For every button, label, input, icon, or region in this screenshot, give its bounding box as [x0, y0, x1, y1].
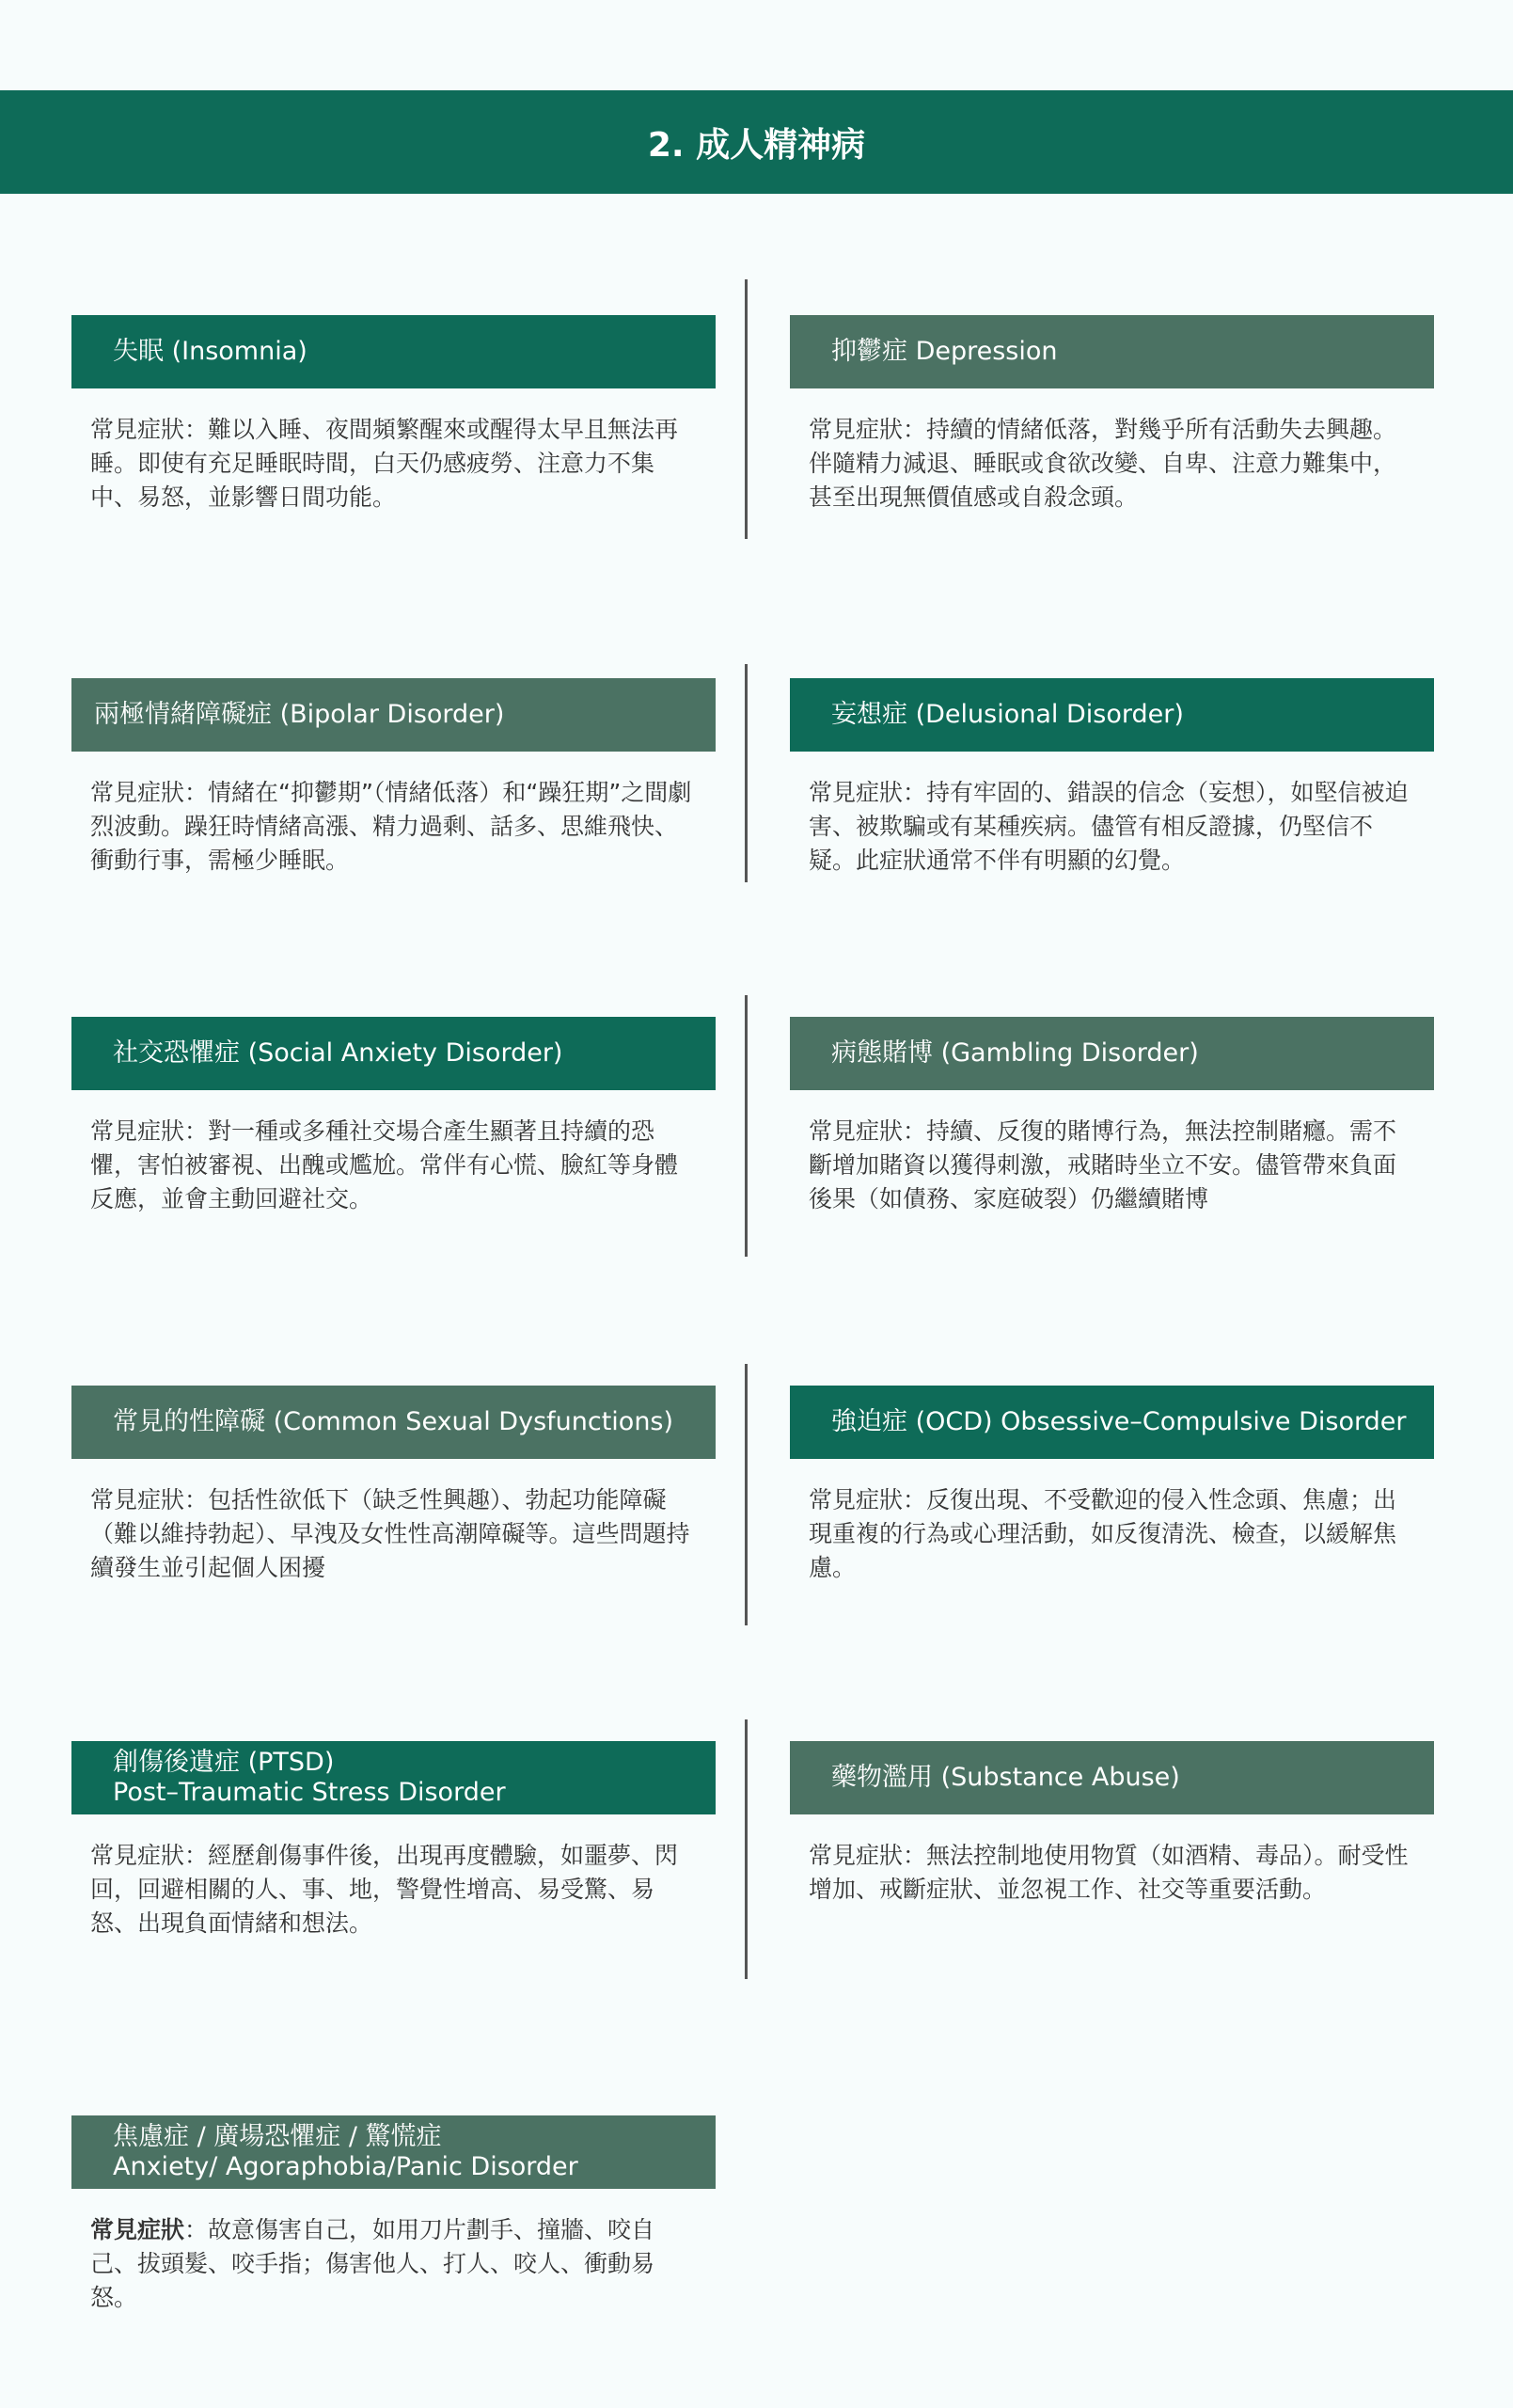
card-insomnia — [71, 315, 716, 515]
card-social-anxiety — [71, 1017, 716, 1216]
card-delusional — [790, 678, 1434, 878]
card-title: 抑鬱症 Depression — [831, 337, 1058, 366]
card-description: 常見症狀：持續、反復的賭博行為，無法控制賭癮。需不斷增加賭資以獲得刺激，戒賭時坐立不安。儘管帶來負面後果（如債務、家庭破裂）仍繼續賭博 — [809, 1117, 1397, 1212]
card-title: 妄想症 (Delusional Disorder) — [831, 700, 1184, 729]
card-title: 社交恐懼症 (Social Anxiety Disorder) — [113, 1038, 563, 1068]
card-description: 常見症狀：難以入睡、夜間頻繁醒來或醒得太早且無法再睡。即使有充足睡眠時間，白天仍感疲勞、注意力不集中、易怒，並影響日間功能。 — [90, 416, 679, 511]
card-description: 常見症狀：情緒在“抑鬱期”（情緒低落）和“躁狂期”之間劇烈波動。躁狂時情緒高漲、精力過剩、話多、思維飛快、衝動行事，需極少睡眠。 — [90, 779, 692, 874]
card-header — [790, 1017, 1434, 1090]
card-header — [71, 1741, 716, 1814]
card-description: 常見症狀：持續的情緒低落，對幾乎所有活動失去興趣。伴隨精力減退、睡眠或食欲改變、自卑、注意力難集中，甚至出現無價值感或自殺念頭。 — [809, 416, 1397, 511]
card-anxiety — [71, 2115, 716, 2315]
title-banner — [0, 90, 1513, 194]
card-header — [71, 678, 716, 752]
card-bipolar — [71, 678, 716, 878]
column-divider — [745, 995, 748, 1257]
card-title: 常見的性障礙 (Common Sexual Dysfunctions) — [113, 1407, 674, 1436]
column-divider — [745, 1719, 748, 1979]
card-header — [790, 1741, 1434, 1814]
card-subtitle: Anxiety/ Agoraphobia/Panic Disorder — [113, 2152, 578, 2181]
card-description — [90, 2213, 697, 2315]
card-description: 常見症狀：對一種或多種社交場合產生顯著且持續的恐懼，害怕被審視、出醜或尷尬。常伴有心慌、臉紅等身體反應，並會主動回避社交。 — [90, 1117, 679, 1212]
card-header — [71, 1017, 716, 1090]
card-description: 常見症狀：反復出現、不受歡迎的侵入性念頭、焦慮；出現重複的行為或心理活動，如反復清洗、檢查，以緩解焦慮。 — [809, 1486, 1397, 1581]
card-description: 常見症狀：無法控制地使用物質（如酒精、毒品）。耐受性增加、戒斷症狀、並忽視工作、社交等重要活動。 — [809, 1842, 1409, 1903]
card-description-text: ：故意傷害自己，如用刀片劃手、撞牆、咬自己、拔頭髮、咬手指；傷害他人、打人、咬人、衝動易怒。 — [90, 2216, 655, 2311]
card-header — [71, 315, 716, 388]
card-description: 常見症狀：包括性欲低下（缺乏性興趣）、勃起功能障礙（難以維持勃起）、早洩及女性性高潮障礙等。這些問題持續發生並引起個人困擾 — [90, 1486, 690, 1581]
card-substance-abuse — [790, 1741, 1434, 1907]
card-ocd — [790, 1386, 1434, 1585]
card-header — [790, 315, 1434, 388]
card-title: 焦慮症 / 廣場恐懼症 / 驚慌症 — [113, 2122, 442, 2151]
card-subtitle: Post–Traumatic Stress Disorder — [113, 1778, 506, 1807]
card-sexual-dysfunctions — [71, 1386, 716, 1585]
card-depression — [790, 315, 1434, 515]
card-header — [71, 1386, 716, 1459]
page-title: 2. 成人精神病 — [647, 125, 866, 165]
card-header — [790, 678, 1434, 752]
card-title: 失眠 (Insomnia) — [113, 337, 307, 366]
column-divider — [745, 1364, 748, 1625]
card-title: 創傷後遺症 (PTSD) — [113, 1748, 335, 1777]
card-title: 兩極情緒障礙症 (Bipolar Disorder) — [94, 700, 505, 729]
column-divider — [745, 279, 748, 539]
card-header — [71, 2115, 716, 2189]
card-header — [790, 1386, 1434, 1459]
card-title: 病態賭博 (Gambling Disorder) — [831, 1038, 1199, 1068]
card-ptsd — [71, 1741, 716, 1941]
card-title: 藥物濫用 (Substance Abuse) — [831, 1763, 1180, 1792]
card-description: 常見症狀：持有牢固的、錯誤的信念（妄想），如堅信被迫害、被欺騙或有某種疾病。儘管有相反證據，仍堅信不疑。此症狀通常不伴有明顯的幻覺。 — [809, 779, 1409, 874]
column-divider — [745, 664, 748, 882]
card-title: 強迫症 (OCD) Obsessive–Compulsive Disorder — [831, 1407, 1407, 1436]
card-description-lead: 常見症狀 — [90, 2216, 185, 2243]
card-gambling — [790, 1017, 1434, 1216]
card-description: 常見症狀：經歷創傷事件後，出現再度體驗，如噩夢、閃回，回避相關的人、事、地，警覺性增高、易受驚、易怒、出現負面情緒和想法。 — [90, 1842, 679, 1937]
